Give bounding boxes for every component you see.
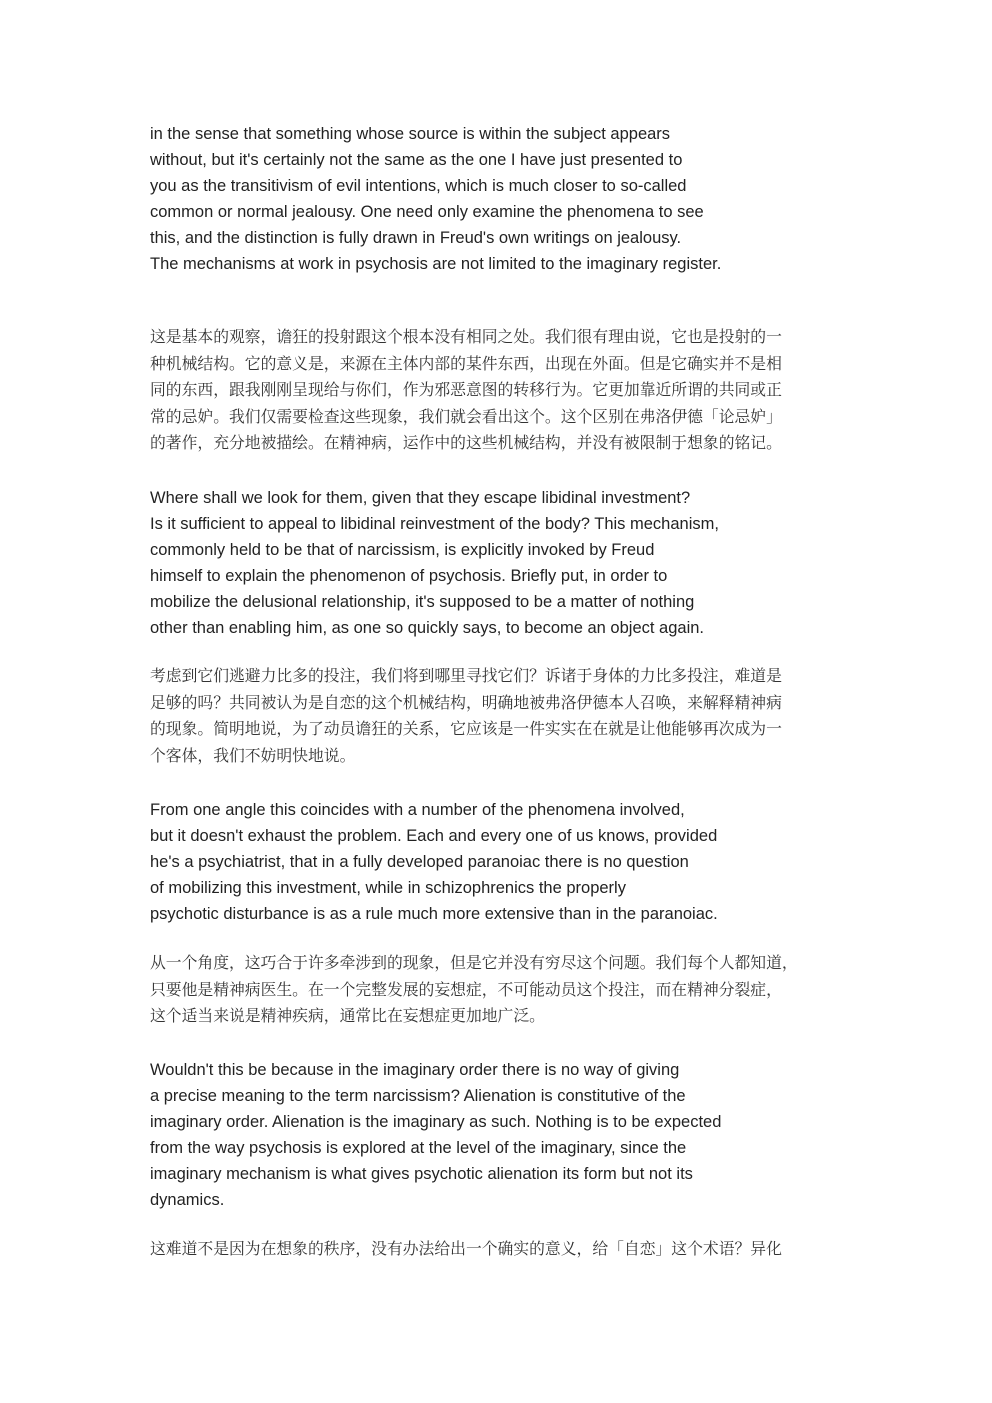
text-line: himself to explain the phenomenon of psychosis. Briefly put, in order to xyxy=(150,567,668,585)
text-line: in the sense that something whose source is within the subject appears xyxy=(150,125,671,143)
text-line: this, and the distinction is fully drawn in Freud's own writings on jealousy. xyxy=(150,229,682,247)
text-line: a precise meaning to the term narcissism? Alienation is constitutive of the xyxy=(150,1087,686,1105)
text-line: other than enabling him, as one so quickly says, to become an object again. xyxy=(150,619,705,637)
paragraph-zh-4 xyxy=(150,1236,850,1263)
text-line: psychotic disturbance is as a rule much more extensive than in the paranoiac. xyxy=(150,905,718,923)
text-line: he's a psychiatrist, that in a fully developed paranoiac there is no question xyxy=(150,853,689,871)
paragraph-zh-3 xyxy=(150,950,850,1030)
text-line: dynamics. xyxy=(150,1191,225,1209)
text-line: 种机械结构。它的意义是，来源在主体内部的某件东西，出现在外面。但是它确实并不是相 xyxy=(150,353,782,373)
text-line: Where shall we look for them, given that they escape libidinal investment? xyxy=(150,489,691,507)
text-line: common or normal jealousy. One need only examine the phenomena to see xyxy=(150,203,704,221)
text-line: Wouldn't this be because in the imaginary order there is no way of giving xyxy=(150,1061,680,1079)
text-line: 的现象。简明地说，为了动员谵狂的关系，它应该是一件实实在在就是让他能够再次成为一 xyxy=(150,719,782,738)
text-line: From one angle this coincides with a number of the phenomena involved, xyxy=(150,801,685,819)
text-line: 同的东西，跟我刚刚呈现给与你们，作为邪恶意图的转移行为。它更加靠近所谓的共同或正 xyxy=(150,380,782,399)
text-line: 足够的吗？共同被认为是自恋的这个机械结构，明确地被弗洛伊德本人召唤，来解释精神病 xyxy=(150,692,782,712)
text-line: 这个适当来说是精神疾病，通常比在妄想症更加地广泛。 xyxy=(150,1006,545,1025)
text-line: without, but it's certainly not the same as the one I have just presented to xyxy=(150,151,683,169)
text-line: mobilize the delusional relationship, it's supposed to be a matter of nothing xyxy=(150,593,695,611)
text-line: Is it sufficient to appeal to libidinal reinvestment of the body? This mechanism, xyxy=(150,515,719,533)
text-line: 常的忌妒。我们仅需要检查这些现象，我们就会看出这个。这个区别在弗洛伊德「论忌妒」 xyxy=(150,406,782,426)
text-line: 这是基本的观察，谵狂的投射跟这个根本没有相同之处。我们很有理由说，它也是投射的一 xyxy=(150,327,782,346)
paragraph-en-3 xyxy=(150,797,810,927)
text-line: from the way psychosis is explored at the level of the imaginary, since the xyxy=(150,1139,687,1157)
text-line: 从一个角度，这巧合于许多牵涉到的现象，但是它并没有穷尽这个问题。我们每个人都知道， xyxy=(150,953,798,972)
paragraph-zh-1 xyxy=(150,324,850,457)
text-line: imaginary mechanism is what gives psychotic alienation its form but not its xyxy=(150,1165,693,1183)
text-line: but it doesn't exhaust the problem. Each and every one of us knows, provided xyxy=(150,827,718,845)
paragraph-en-2 xyxy=(150,485,810,641)
text-line: 只要他是精神病医生。在一个完整发展的妄想症，不可能动员这个投注，而在精神分裂症， xyxy=(150,979,782,999)
text-line: imaginary order. Alienation is the imaginary as such. Nothing is to be expected xyxy=(150,1113,722,1131)
text-line: you as the transitivism of evil intentions, which is much closer to so-called xyxy=(150,177,687,195)
paragraph-en-4 xyxy=(150,1057,810,1213)
text-line: 个客体，我们不妨明快地说。 xyxy=(150,745,356,765)
text-line: 这难道不是因为在想象的秩序，没有办法给出一个确实的意义，给「自恋」这个术语？异化 xyxy=(150,1239,782,1258)
text-line: 考虑到它们逃避力比多的投注，我们将到哪里寻找它们？诉诸于身体的力比多投注，难道是 xyxy=(150,666,782,685)
text-line: of mobilizing this investment, while in schizophrenics the properly xyxy=(150,879,626,897)
paragraph-en-1 xyxy=(150,121,810,277)
paragraph-zh-2 xyxy=(150,663,850,769)
text-line: 的著作，充分地被描绘。在精神病，运作中的这些机械结构，并没有被限制于想象的铭记。 xyxy=(150,433,782,452)
text-line: The mechanisms at work in psychosis are not limited to the imaginary register. xyxy=(150,255,722,273)
text-line: commonly held to be that of narcissism, is explicitly invoked by Freud xyxy=(150,541,655,559)
